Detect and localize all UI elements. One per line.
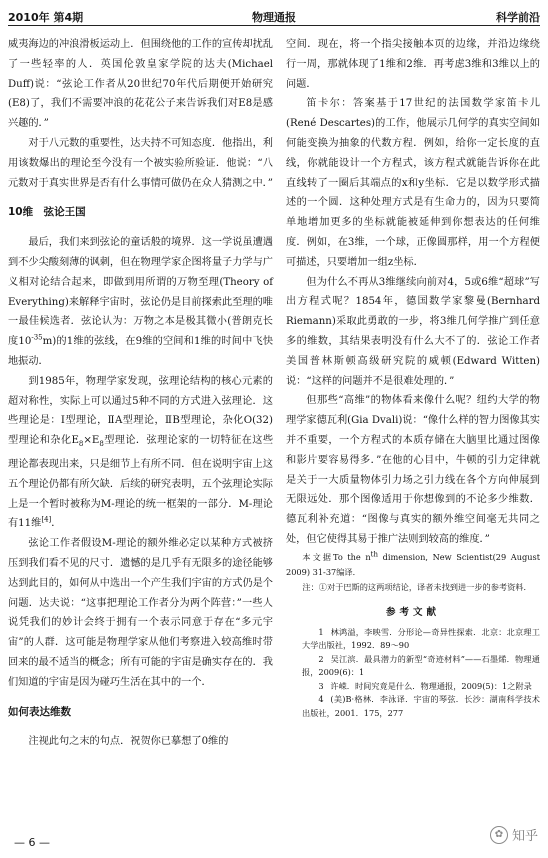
reference-item: 2 吴江滨．最具潜力的新型“奇迹材料”——石墨烯．物理通报，2009(6)：1 [302, 653, 540, 678]
watermark-text: 知乎 [511, 829, 538, 844]
source-note: 本文据To the $n^{th}$ dimension, New Scientist(29 August 2009) 31-37编译． [286, 549, 540, 577]
references-list [286, 626, 540, 721]
reference-item: 1 林鸿溢，李映雪．分形论—奇异性探索．北京：北京理工大学出版社，1992．89～90 [302, 626, 540, 651]
section-heading: 10维 弦论王国 [8, 206, 86, 219]
issue-label: 2010年 第4期 [8, 11, 84, 24]
section-label: 科学前沿 [496, 11, 540, 24]
reference-item: 4 (美)B·格林．李泳译．宇宙的琴弦．长沙：湖南科学技术出版社，2001．175，277 [302, 694, 540, 718]
left-column [8, 35, 273, 752]
paragraph: 但那些“高维”的物体看来像什么呢？纽约大学的物理学家德瓦利(Gia Dvali)说：“像什么样的智力图像其实并不重要，一个方程式的本质存储在大脑里比通过图像和影片要容易得多．”在他的心目中，牛顿的引力定律就是关于一大质量物体引力场之引力线在各个方向伸展到无限远处．那个图像适用于你想像到的不论多少维数．德瓦利补充道：“图像与真实的额外维空间毫无共同之处，但它使得其易于推广法则到较高的维度．” [286, 395, 540, 545]
paragraph: 弦论工作者假设M-理论的额外维必定以某种方式被挤压到我们看不见的尺寸．遗憾的是几乎有无限多的途径能够达到此目的，如何从中选出一个产生我们宇宙的方式仍是个问题．达夫说：“这事把理论工作者分为两个阵营：”一些人说凭我们的妙计会终于拥有一个表示同意于存在“多元宇宙”的人群．这可能是物理学家从他们考察进入较高维时带回来的最不适当的概念；所有可能的宇宙是确实存在的．我们知道的宇宙是因为碰巧生活在其中的一个． [8, 538, 273, 688]
right-column [286, 35, 540, 720]
watermark [490, 825, 538, 844]
page-header [8, 8, 540, 26]
paragraph: 对于八元数的重要性，达夫持不可知态度．他指出，利用该数爆出的理论至今没有一个被实验所验证．他说：“八元数对于真实世界是否有什么事情可做仍在众人猜测之中．” [8, 137, 273, 189]
paragraph: 最后，我们来到弦论的童话般的境界．这一学说虽遭遇到不少尖酸刻薄的讽刺，但在物理学家企图将量子力学与广义相对论结合起来，即做到用所谓的万物至理(Theory of Everything)来解释宇宙时，弦论仍是目前探索此至理的唯一最佳候选者．弦论认为：万物之本是极其微小(普朗克长度$10^{-35}m$)的1维的弦线，在9维的空间和1维的时间中飞快地振动． [8, 237, 274, 367]
references-heading: 参考文献 [385, 606, 440, 618]
paragraph: 威夷海边的冲浪滑板运动上．但围绕他的工作的宣传却扰乱了一些轻率的人．英国伦敦皇家学院的达夫(Michael Duff)说：“弦论工作者从20世纪70年代后期便开始研究(E8)了，我们不需要冲浪的花花公子来告诉我们对E8是感兴趣的．” [8, 39, 273, 130]
reference-item: 3 许嵘．时间究竟是什么．物理通报，2009(5)：1之附录 [318, 680, 532, 691]
journal-title: 物理通报 [252, 11, 296, 24]
paragraph: 注视此句之末的句点．祝贺你已摹想了0维的 [28, 736, 229, 748]
page-number: — 6 — [14, 836, 50, 849]
paragraph: 空间．现在，将一个指尖接触本页的边缘，并沿边缘绕行一周，那就体现了1维和2维．再考虑3维和3维以上的问题． [286, 39, 540, 90]
paragraph: 但为什么不再从3维继续向前对4，5或6维“超球”写出方程式呢？1854年，德国数学家黎曼(Bernhard Riemann)采取此勇敢的一步，将3维几何学推广到任意多的维数，其结果表明没有什么大不了的．弦论工作者美国普林斯顿高级研究院的威顿(Edward Witten)说：“这样的问题并不是很难处理的．” [286, 276, 540, 387]
section-heading: 如何表达维数 [8, 705, 71, 718]
zhihu-logo-icon: ✿ [490, 826, 508, 844]
paragraph: 笛卡尔：答案基于17世纪的法国数学家笛卡儿(René Descartes)的工作，他展示几何学的真实空间如何能变换为抽象的代数方程．例如，给你一定长度的直线，你就能设计一个方程式，该方程式就能告诉你在此直线转了一圈后其端点的x和y坐标．它是以数学形式描述的一个圆．这种处理方式是有生命力的，因为只要简单地增加更多的坐标就能被延伸到你想表达的任何维度．例如，在3维，一个球，正像圆那样，用一个方程便可描述，只要增加一组z坐标． [286, 98, 540, 268]
translator-note: 注：①对于巴斯的这两项结论，译者未找到进一步的参考资料． [302, 581, 532, 592]
paragraph: 到1985年，物理学家发现，弦理论结构的核心元素的超对称性，实际上可以通过5种不同的方式进入弦理论．这些理论是：Ⅰ型理论，ⅡA型理论，ⅡB型理论，杂化O(32)型理论和杂化$E_8\times E_8$型理论．弦理论家的一切特征在这些理论都表现出来，只是细节上有所不同．但在说明宇宙上这五个理论仍都有所欠缺．后续的研究表明，五个弦理论实际上是一个暂时被称为M-理论的统一框架的一部分．M-理论有11维[4]． [8, 375, 274, 530]
